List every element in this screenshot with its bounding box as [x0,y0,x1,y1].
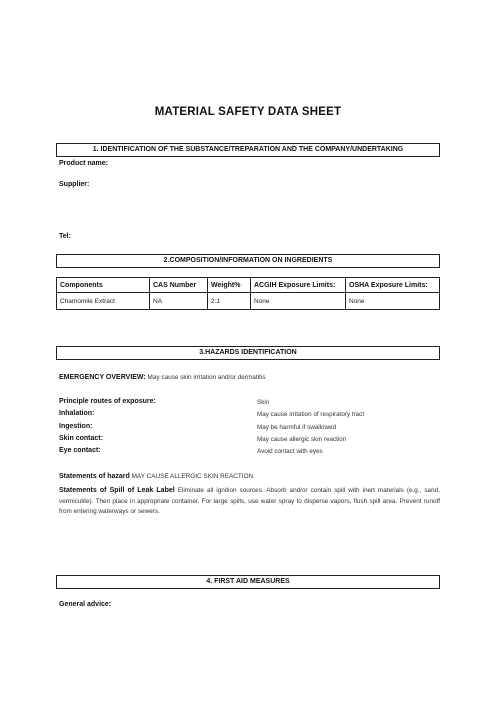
spill-text: Eliminate all ignition sources. Absorb and/or contain spill with inert materials (e.g., sand, vermiculite). Then place in appropriate container. For large spills, use water spray to disperse vapors, flush spill area. Prevent runoff from entering waterways or sewers. [59,487,440,515]
section-2-heading: 2.COMPOSITION/INFORMATION ON INGREDIENTS [56,254,440,268]
tel-label: Tel: [59,233,71,240]
column-header: Weight% [208,278,251,293]
route-label: Inhalation: [59,410,95,417]
statements-of-hazard [59,472,440,483]
route-value: May be harmful if swallowed [257,424,337,431]
route-value: Skin [257,399,270,406]
column-header: OSHA Exposure Limits: [346,278,440,293]
page-title: MATERIAL SAFETY DATA SHEET [154,106,342,118]
route-value: May cause irritation of respiratory tract [257,411,365,418]
table-cell: None [346,293,440,310]
column-header: CAS Number [150,278,208,293]
column-header: ACGIH Exposure Limits: [251,278,346,293]
emergency-overview-text: May cause skin irritation and/or dermatitis [147,374,266,381]
spill-statement [59,486,440,518]
hazard-label: Statements of hazard [59,473,130,480]
product-name-label: Product name: [59,160,109,167]
emergency-overview-label: EMERGENCY OVERVIEW: [59,374,146,381]
section-3-heading: 3.HAZARDS IDENTIFICATION [56,346,440,360]
table-cell: NA [150,293,208,310]
table-cell: Chamomile Extract [57,293,150,310]
section-1-heading: 1. IDENTIFICATION OF THE SUBSTANCE/TREPARATION AND THE COMPANY/UNDERTAKING [56,143,440,157]
table-cell: None [251,293,346,310]
emergency-overview [59,373,440,384]
section-4-heading: 4. FIRST AID MEASURES [56,575,440,589]
hazard-text: MAY CAUSE ALLERGIC SKIN REACTION. [131,473,255,480]
table-row [57,293,440,310]
route-value: May cause allergic skin reaction [257,436,347,443]
route-value: Avoid contact with eyes [257,448,323,455]
composition-table [56,277,440,310]
table-header-row [57,278,440,293]
supplier-label: Supplier: [59,181,90,188]
route-label: Skin contact: [59,435,103,442]
route-label: Eye contact: [59,447,101,454]
route-label: Principle routes of exposure: [59,398,156,405]
general-advice-label: General advice: [59,601,112,608]
table-cell: 2:1 [208,293,251,310]
column-header: Components [57,278,150,293]
route-label: Ingestion: [59,423,93,430]
spill-label: Statements of Spill of Leak Label [59,487,175,494]
